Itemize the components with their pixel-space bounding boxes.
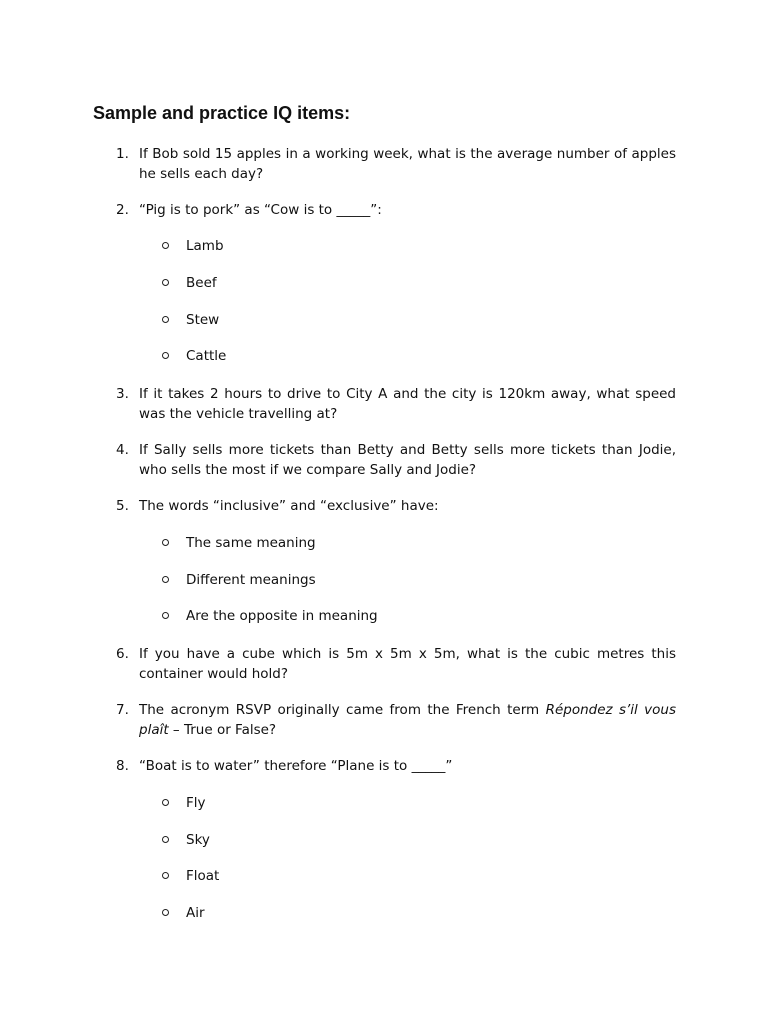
- question-number: 4.: [116, 442, 129, 458]
- question-number: 8.: [116, 758, 129, 774]
- question-number: 1.: [116, 146, 129, 162]
- circle-bullet-icon: [162, 316, 169, 323]
- option-text: Beef: [186, 275, 217, 291]
- question-number: 2.: [116, 202, 129, 218]
- option-text: Are the opposite in meaning: [186, 608, 378, 624]
- circle-bullet-icon: [162, 539, 169, 546]
- circle-bullet-icon: [162, 279, 169, 286]
- circle-bullet-icon: [162, 352, 169, 359]
- circle-bullet-icon: [162, 836, 169, 843]
- option-text: Cattle: [186, 348, 227, 364]
- circle-bullet-icon: [162, 872, 169, 879]
- question-text: If it takes 2 hours to drive to City A and the city is 120km away, what speed was the vehicle travelling at?: [139, 386, 676, 422]
- question-text: “Pig is to pork” as “Cow is to _____”:: [139, 202, 382, 218]
- question-number: 6.: [116, 646, 129, 662]
- option-text: Sky: [186, 832, 210, 848]
- circle-bullet-icon: [162, 909, 169, 916]
- question-text: If you have a cube which is 5m x 5m x 5m, what is the cubic metres this container would hold?: [139, 646, 676, 682]
- page-title: Sample and practice IQ items:: [93, 103, 351, 123]
- option-text: Lamb: [186, 238, 224, 254]
- question-text: “Boat is to water” therefore “Plane is to _____”: [139, 758, 453, 774]
- question-number: 7.: [116, 702, 129, 718]
- option-text: Float: [186, 868, 220, 884]
- option-text: Fly: [186, 795, 206, 811]
- question-number: 3.: [116, 386, 129, 402]
- option-text: Stew: [186, 312, 220, 328]
- question-text: If Sally sells more tickets than Betty and Betty sells more tickets than Jodie, who sells the most if we compare Sally and Jodie?: [139, 442, 676, 478]
- circle-bullet-icon: [162, 242, 169, 249]
- question-text: The words “inclusive” and “exclusive” have:: [139, 498, 439, 514]
- question-text: If Bob sold 15 apples in a working week, what is the average number of apples he sells each day?: [139, 146, 676, 182]
- option-text: Different meanings: [186, 572, 316, 588]
- question-text: [139, 701, 676, 740]
- question-text-part: – True or False?: [168, 721, 277, 738]
- circle-bullet-icon: [162, 612, 169, 619]
- option-text: The same meaning: [186, 535, 316, 551]
- circle-bullet-icon: [162, 799, 169, 806]
- question-number: 5.: [116, 498, 129, 514]
- question-text-part: The acronym RSVP originally came from the French term: [139, 702, 546, 718]
- option-text: Air: [186, 905, 205, 921]
- french-term: Répondez s’il vous plaît: [139, 702, 677, 738]
- circle-bullet-icon: [162, 576, 169, 583]
